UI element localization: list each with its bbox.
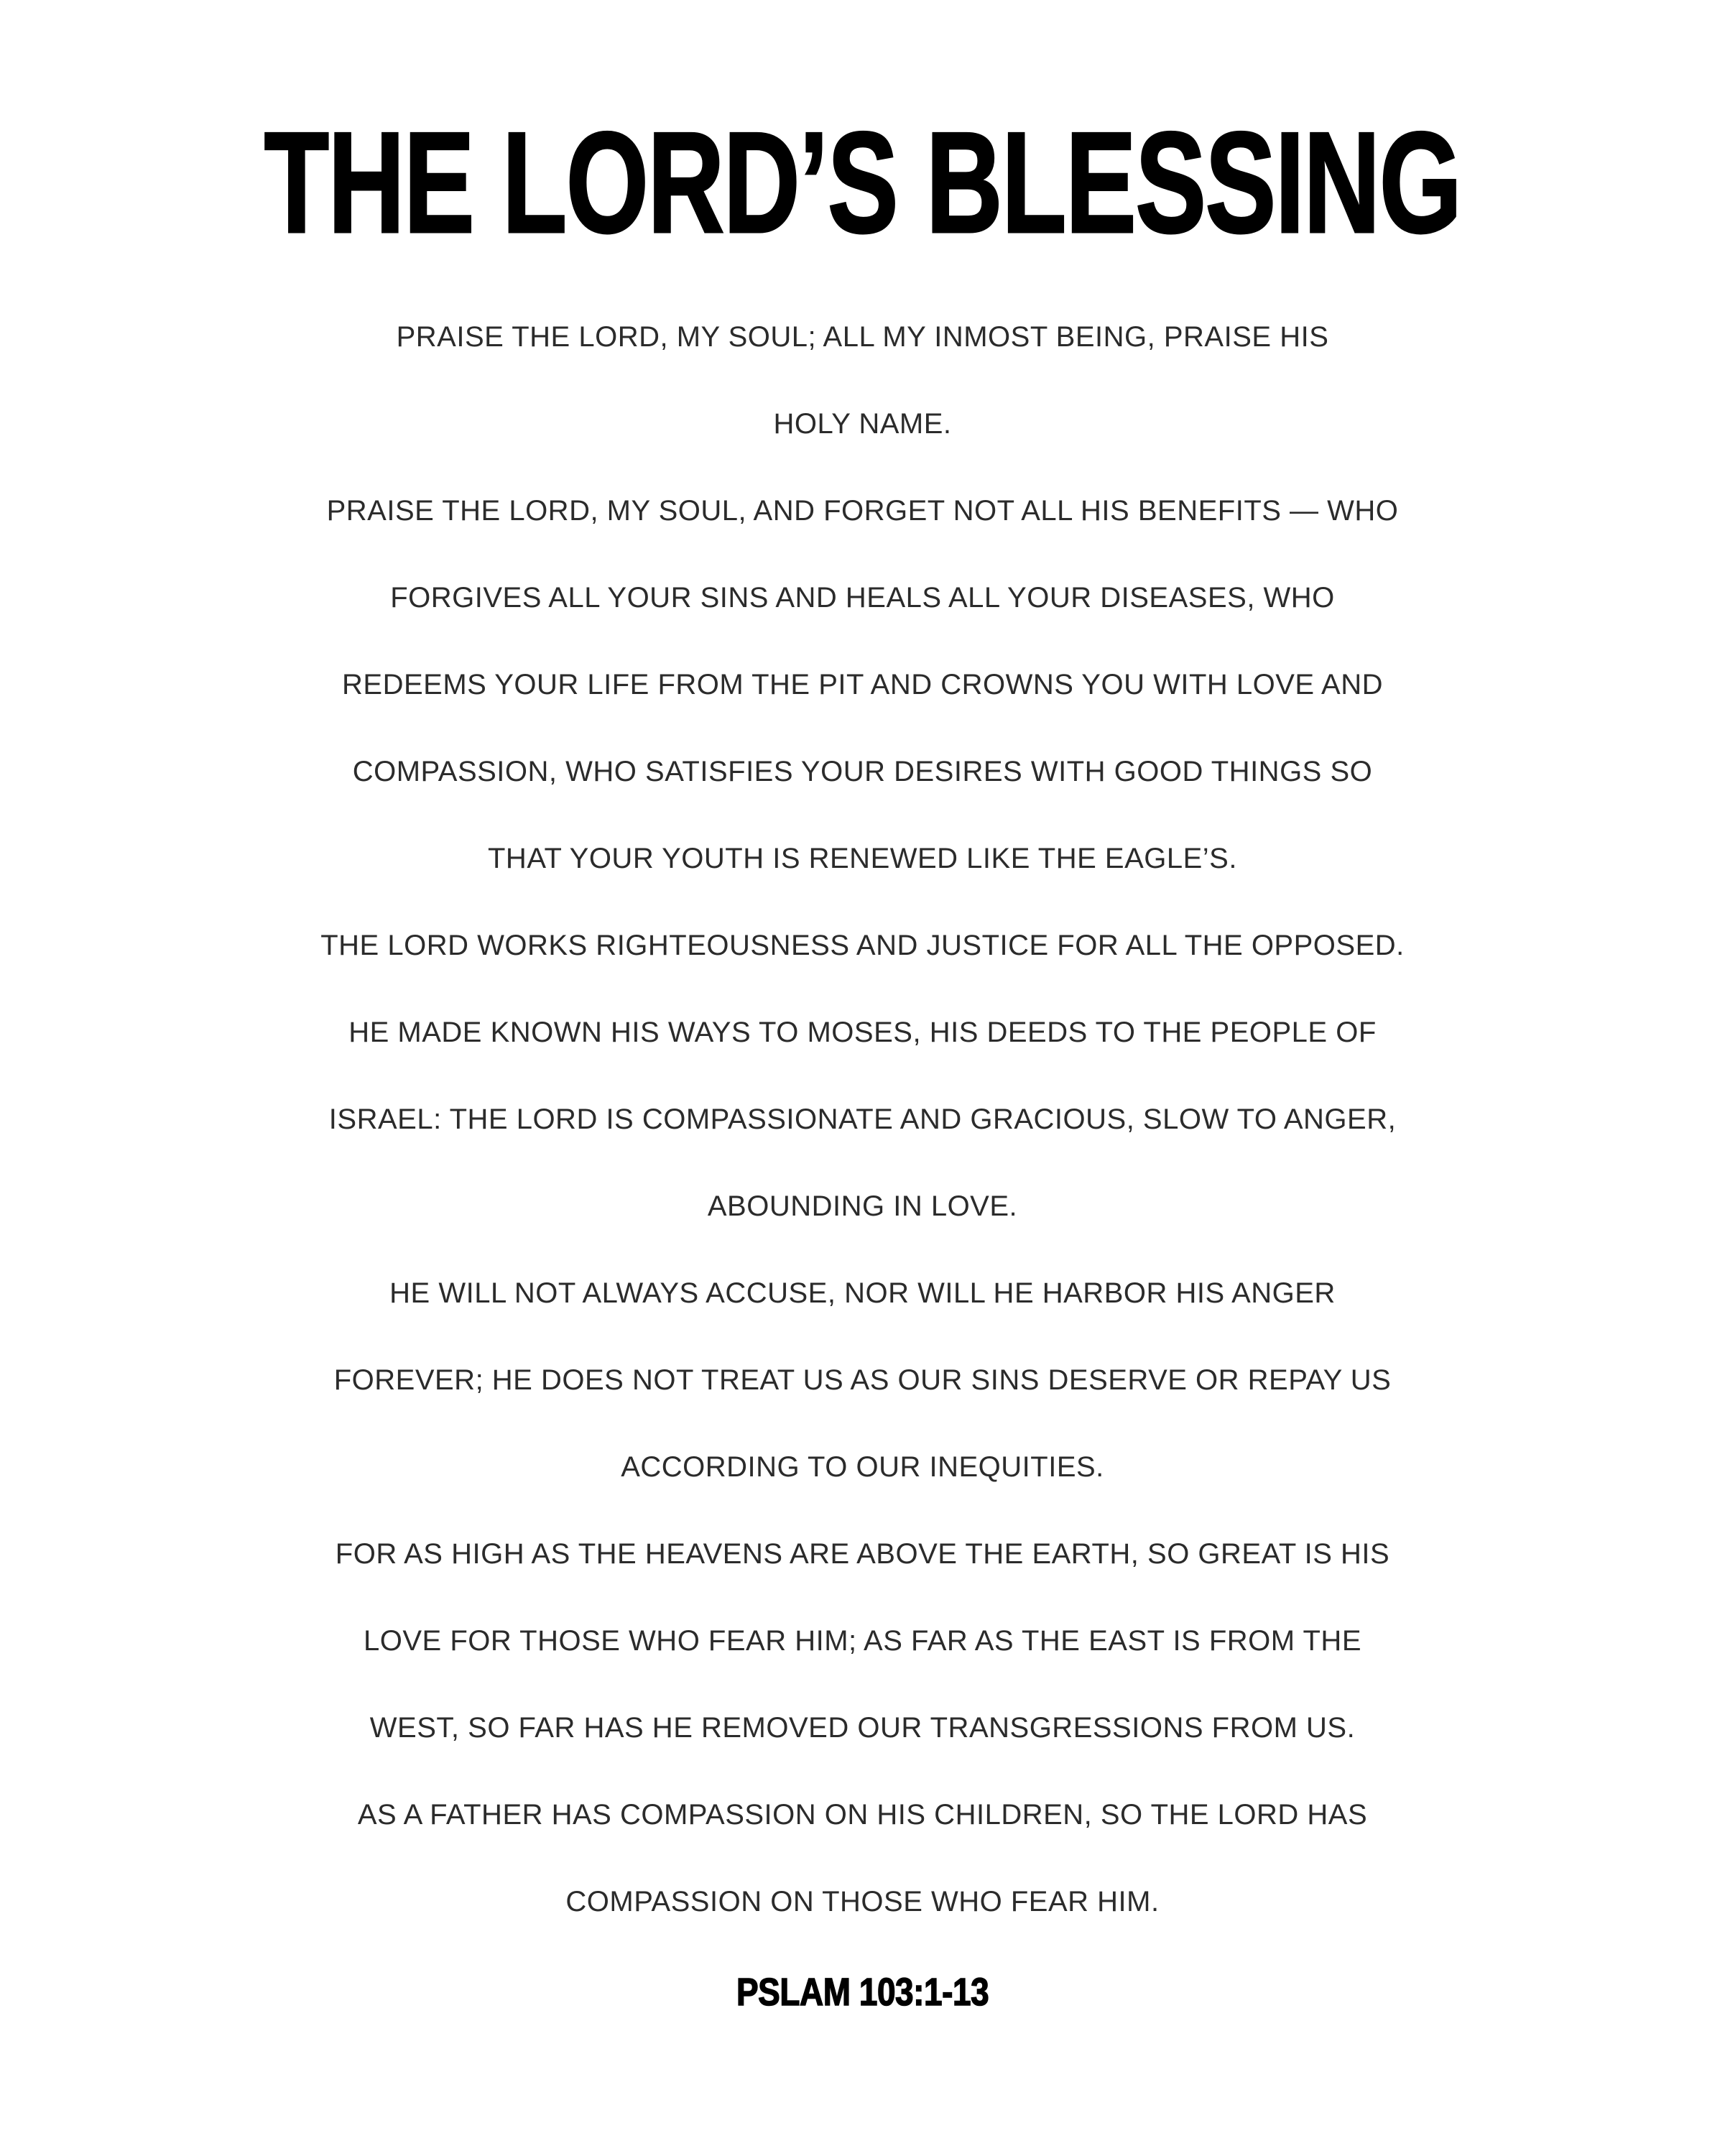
scripture-line: LOVE FOR THOSE WHO FEAR HIM; AS FAR AS THE EAST IS FROM THE	[363, 1625, 1361, 1657]
page-title-text: THE LORD’S BLESSING	[264, 103, 1461, 263]
scripture-line: AS A FATHER HAS COMPASSION ON HIS CHILDREN, SO THE LORD HAS	[357, 1799, 1368, 1831]
scripture-line: FORGIVES ALL YOUR SINS AND HEALS ALL YOUR DISEASES, WHO	[390, 582, 1335, 614]
scripture-line: WEST, SO FAR HAS HE REMOVED OUR TRANSGRESSIONS FROM US.	[369, 1712, 1356, 1744]
scripture-reference-text: PSLAM 103:1-13	[736, 1971, 989, 2014]
scripture-line: THAT YOUR YOUTH IS RENEWED LIKE THE EAGLE’S.	[488, 843, 1237, 874]
scripture-line: COMPASSION ON THOSE WHO FEAR HIM.	[565, 1886, 1160, 1917]
scripture-line: FOR AS HIGH AS THE HEAVENS ARE ABOVE THE EARTH, SO GREAT IS HIS	[335, 1538, 1390, 1570]
page-title	[0, 103, 1725, 263]
scripture-line: ISRAEL: THE LORD IS COMPASSIONATE AND GRACIOUS, SLOW TO ANGER,	[328, 1104, 1397, 1135]
scripture-line: FOREVER; HE DOES NOT TREAT US AS OUR SINS DESERVE OR REPAY US	[333, 1364, 1392, 1396]
scripture-line: ACCORDING TO OUR INEQUITIES.	[621, 1451, 1104, 1483]
scripture-text	[0, 294, 1725, 1946]
scripture-reference	[0, 1967, 1725, 2017]
scripture-line: COMPASSION, WHO SATISFIES YOUR DESIRES WITH GOOD THINGS SO	[352, 756, 1373, 787]
scripture-line: HOLY NAME.	[773, 408, 952, 440]
scripture-line: HE WILL NOT ALWAYS ACCUSE, NOR WILL HE HARBOR HIS ANGER	[389, 1277, 1336, 1309]
scripture-line: ABOUNDING IN LOVE.	[707, 1190, 1018, 1222]
scripture-line: THE LORD WORKS RIGHTEOUSNESS AND JUSTICE FOR ALL THE OPPOSED.	[320, 930, 1405, 961]
scripture-line: HE MADE KNOWN HIS WAYS TO MOSES, HIS DEEDS TO THE PEOPLE OF	[348, 1017, 1377, 1048]
scripture-line: PRAISE THE LORD, MY SOUL, AND FORGET NOT ALL HIS BENEFITS — WHO	[326, 495, 1399, 527]
scripture-line: REDEEMS YOUR LIFE FROM THE PIT AND CROWNS YOU WITH LOVE AND	[342, 669, 1383, 700]
scripture-line: PRAISE THE LORD, MY SOUL; ALL MY INMOST BEING, PRAISE HIS	[396, 321, 1329, 353]
